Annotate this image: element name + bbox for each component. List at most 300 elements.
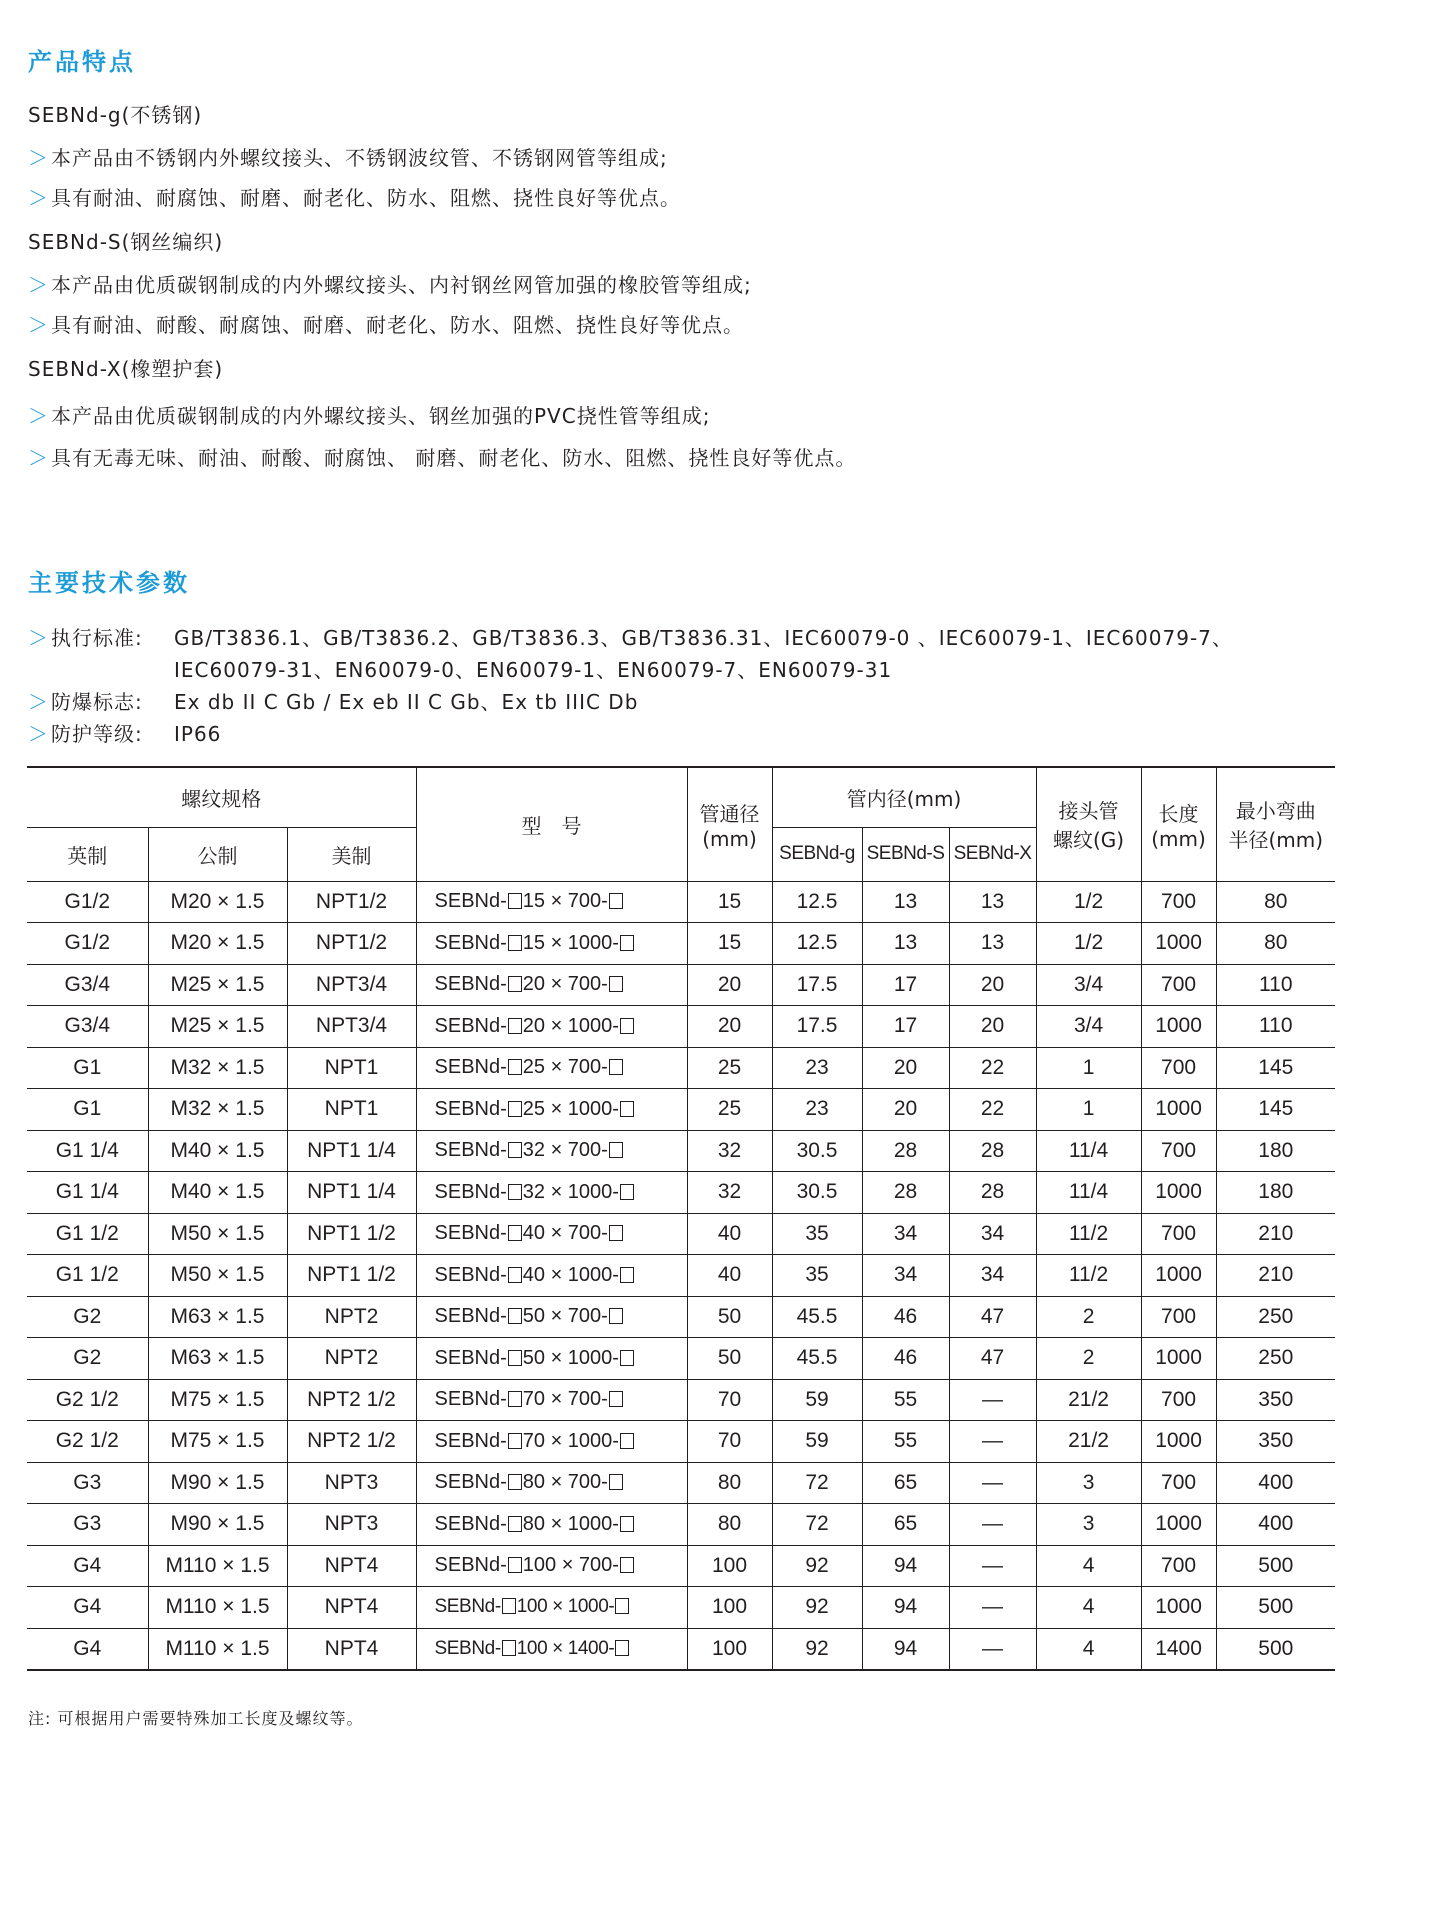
cell-id-g: 72 <box>772 1462 862 1504</box>
cell-bend: 400 <box>1216 1462 1335 1504</box>
cell-british: G1/2 <box>27 923 148 965</box>
cell-length: 1000 <box>1141 1172 1216 1214</box>
header-length <box>1141 767 1216 881</box>
header-american: 美制 <box>287 827 416 881</box>
cell-model <box>416 1296 687 1338</box>
arrow-icon: ＞ <box>28 722 49 746</box>
model-size: 15 × 700- <box>522 890 608 913</box>
cell-metric: M110 × 1.5 <box>148 1545 287 1587</box>
arrow-icon: ＞ <box>28 273 49 297</box>
table-row <box>27 1338 1335 1380</box>
cell-id-g: 45.5 <box>772 1338 862 1380</box>
placeholder-box-icon <box>508 935 522 951</box>
model-size: 80 × 700- <box>522 1471 608 1494</box>
cell-length: 1000 <box>1141 923 1216 965</box>
cell-id-g: 12.5 <box>772 881 862 923</box>
placeholder-box-icon <box>620 1018 634 1034</box>
cell-joint: 4 <box>1036 1587 1141 1629</box>
cell-model <box>416 1338 687 1380</box>
cell-joint: 11/2 <box>1036 1213 1141 1255</box>
cell-british: G1/2 <box>27 881 148 923</box>
cell-length: 1000 <box>1141 1587 1216 1629</box>
cell-joint: 11/4 <box>1036 1130 1141 1172</box>
cell-joint: 11/2 <box>1036 1255 1141 1297</box>
model-size: 40 × 700- <box>522 1222 608 1245</box>
group-name-g: SEBNd-g(不锈钢) <box>28 103 203 127</box>
cell-metric: M20 × 1.5 <box>148 923 287 965</box>
model-prefix: SEBNd- <box>434 1056 507 1079</box>
model-size: 15 × 1000- <box>522 931 619 954</box>
cell-id-x: — <box>949 1545 1036 1587</box>
cell-british: G2 <box>27 1296 148 1338</box>
cell-british: G2 1/2 <box>27 1379 148 1421</box>
placeholder-box-icon <box>620 1184 634 1200</box>
cell-metric: M50 × 1.5 <box>148 1213 287 1255</box>
cell-length: 1000 <box>1141 1089 1216 1131</box>
header-id-s: SEBNd-S <box>862 827 949 881</box>
cell-length: 700 <box>1141 1379 1216 1421</box>
table-row <box>27 1628 1335 1670</box>
cell-bore: 20 <box>687 1006 772 1048</box>
cell-id-s: 13 <box>862 923 949 965</box>
cell-metric: M110 × 1.5 <box>148 1587 287 1629</box>
feature-item: ＞ 本产品由不锈钢内外螺纹接头、不锈钢波纹管、不锈钢网管等组成; <box>28 146 668 170</box>
cell-bore: 70 <box>687 1421 772 1463</box>
spec-table-body <box>27 881 1335 1670</box>
footnote: 注: 可根据用户需要特殊加工长度及螺纹等。 <box>28 1709 364 1728</box>
cell-joint: 21/2 <box>1036 1379 1141 1421</box>
standards-value: GB/T3836.1、GB/T3836.2、GB/T3836.3、GB/T3836.31、IEC60079-0 、IEC60079-1、IEC60079-7、 <box>174 626 1233 650</box>
model-prefix: SEBNd- <box>434 1596 501 1618</box>
model-size: 50 × 700- <box>522 1305 608 1328</box>
placeholder-box-icon <box>508 1557 522 1573</box>
cell-metric: M32 × 1.5 <box>148 1047 287 1089</box>
cell-metric: M50 × 1.5 <box>148 1255 287 1297</box>
table-row <box>27 1462 1335 1504</box>
placeholder-box-icon <box>508 1474 522 1490</box>
cell-bend: 80 <box>1216 923 1335 965</box>
cell-british: G2 <box>27 1338 148 1380</box>
placeholder-box-icon <box>609 1474 623 1490</box>
model-prefix: SEBNd- <box>434 1263 507 1286</box>
placeholder-box-icon <box>609 1225 623 1241</box>
cell-joint: 21/2 <box>1036 1421 1141 1463</box>
cell-id-x: 28 <box>949 1172 1036 1214</box>
cell-id-s: 94 <box>862 1587 949 1629</box>
cell-metric: M40 × 1.5 <box>148 1130 287 1172</box>
cell-british: G3/4 <box>27 964 148 1006</box>
cell-id-s: 17 <box>862 964 949 1006</box>
cell-model <box>416 1504 687 1546</box>
cell-bore: 25 <box>687 1089 772 1131</box>
cell-joint: 2 <box>1036 1338 1141 1380</box>
model-prefix: SEBNd- <box>434 1346 507 1369</box>
cell-id-x: — <box>949 1504 1036 1546</box>
header-bend-radius <box>1216 767 1335 881</box>
model-size: 100 × 700- <box>522 1554 619 1577</box>
cell-american: NPT3/4 <box>287 964 416 1006</box>
model-size: 100 × 1400- <box>516 1637 615 1659</box>
header-id-g: SEBNd-g <box>772 827 862 881</box>
model-size: 25 × 1000- <box>522 1097 619 1120</box>
cell-joint: 3/4 <box>1036 964 1141 1006</box>
cell-id-x: 34 <box>949 1255 1036 1297</box>
cell-id-g: 92 <box>772 1628 862 1670</box>
cell-id-g: 59 <box>772 1379 862 1421</box>
cell-id-s: 28 <box>862 1172 949 1214</box>
cell-id-g: 23 <box>772 1089 862 1131</box>
placeholder-box-icon <box>620 1433 634 1449</box>
cell-bend: 110 <box>1216 1006 1335 1048</box>
model-size: 25 × 700- <box>522 1056 608 1079</box>
placeholder-box-icon <box>502 1598 516 1614</box>
cell-bore: 15 <box>687 881 772 923</box>
cell-american: NPT3 <box>287 1504 416 1546</box>
placeholder-box-icon <box>609 1391 623 1407</box>
header-length-l1: 长度 <box>1158 801 1199 826</box>
cell-american: NPT1/2 <box>287 881 416 923</box>
cell-model <box>416 1172 687 1214</box>
feature-item: ＞ 本产品由优质碳钢制成的内外螺纹接头、钢丝加强的PVC挠性管等组成; <box>28 404 711 428</box>
cell-joint: 3 <box>1036 1504 1141 1546</box>
model-prefix: SEBNd- <box>434 1305 507 1328</box>
header-british: 英制 <box>27 827 148 881</box>
arrow-icon: ＞ <box>28 146 49 170</box>
placeholder-box-icon <box>620 1516 634 1532</box>
cell-id-s: 28 <box>862 1130 949 1172</box>
cell-american: NPT2 1/2 <box>287 1421 416 1463</box>
cell-american: NPT2 1/2 <box>287 1379 416 1421</box>
placeholder-box-icon <box>620 1350 634 1366</box>
model-size: 20 × 700- <box>522 973 608 996</box>
model-size: 50 × 1000- <box>522 1346 619 1369</box>
cell-id-g: 30.5 <box>772 1172 862 1214</box>
cell-id-s: 94 <box>862 1628 949 1670</box>
cell-model <box>416 1628 687 1670</box>
cell-id-x: — <box>949 1421 1036 1463</box>
cell-id-x: 34 <box>949 1213 1036 1255</box>
cell-joint: 1 <box>1036 1089 1141 1131</box>
cell-bore: 25 <box>687 1047 772 1089</box>
cell-bore: 50 <box>687 1296 772 1338</box>
placeholder-box-icon <box>620 935 634 951</box>
table-row <box>27 1545 1335 1587</box>
cell-british: G4 <box>27 1587 148 1629</box>
placeholder-box-icon <box>508 1059 522 1075</box>
cell-metric: M110 × 1.5 <box>148 1628 287 1670</box>
arrow-icon: ＞ <box>28 690 49 714</box>
model-size: 70 × 1000- <box>522 1429 619 1452</box>
cell-id-g: 12.5 <box>772 923 862 965</box>
placeholder-box-icon <box>508 1018 522 1034</box>
cell-bore: 100 <box>687 1628 772 1670</box>
cell-british: G1 1/4 <box>27 1130 148 1172</box>
cell-bore: 40 <box>687 1213 772 1255</box>
exmark-value: Ex db II C Gb / Ex eb II C Gb、Ex tb IIIC Db <box>174 690 639 714</box>
header-id-x: SEBNd-X <box>949 827 1036 881</box>
cell-id-g: 17.5 <box>772 1006 862 1048</box>
table-row <box>27 881 1335 923</box>
spec-table <box>27 766 1335 1671</box>
model-size: 32 × 700- <box>522 1139 608 1162</box>
cell-id-x: 47 <box>949 1296 1036 1338</box>
header-pipe-bore-l1: 管通径 <box>699 801 760 826</box>
cell-bore: 15 <box>687 923 772 965</box>
table-row <box>27 1172 1335 1214</box>
cell-metric: M25 × 1.5 <box>148 964 287 1006</box>
cell-id-x: — <box>949 1587 1036 1629</box>
cell-id-s: 94 <box>862 1545 949 1587</box>
cell-length: 1000 <box>1141 1006 1216 1048</box>
placeholder-box-icon <box>502 1640 516 1656</box>
cell-id-s: 20 <box>862 1047 949 1089</box>
cell-bend: 210 <box>1216 1255 1335 1297</box>
cell-bore: 70 <box>687 1379 772 1421</box>
cell-joint: 1/2 <box>1036 923 1141 965</box>
cell-id-g: 35 <box>772 1213 862 1255</box>
cell-length: 700 <box>1141 1047 1216 1089</box>
placeholder-box-icon <box>508 1308 522 1324</box>
cell-length: 1000 <box>1141 1504 1216 1546</box>
cell-model <box>416 1089 687 1131</box>
placeholder-box-icon <box>508 1433 522 1449</box>
table-row <box>27 1421 1335 1463</box>
header-metric: 公制 <box>148 827 287 881</box>
cell-id-x: 20 <box>949 1006 1036 1048</box>
cell-id-g: 17.5 <box>772 964 862 1006</box>
model-prefix: SEBNd- <box>434 1097 507 1120</box>
placeholder-box-icon <box>620 1557 634 1573</box>
cell-british: G3 <box>27 1462 148 1504</box>
cell-model <box>416 1255 687 1297</box>
placeholder-box-icon <box>609 976 623 992</box>
cell-american: NPT1 1/2 <box>287 1255 416 1297</box>
header-pipe-bore-l2: (mm) <box>702 826 757 851</box>
table-row <box>27 1296 1335 1338</box>
cell-id-x: 20 <box>949 964 1036 1006</box>
placeholder-box-icon <box>508 1267 522 1283</box>
cell-british: G1 <box>27 1047 148 1089</box>
placeholder-box-icon <box>609 1142 623 1158</box>
arrow-icon: ＞ <box>28 626 49 650</box>
model-size: 32 × 1000- <box>522 1180 619 1203</box>
cell-model <box>416 881 687 923</box>
cell-model <box>416 1130 687 1172</box>
header-length-l2: (mm) <box>1151 826 1206 851</box>
header-joint-l2: 螺纹(G) <box>1052 828 1125 853</box>
model-prefix: SEBNd- <box>434 1180 507 1203</box>
cell-joint: 1 <box>1036 1047 1141 1089</box>
header-bend-l2: 半径(mm) <box>1228 828 1324 853</box>
cell-length: 700 <box>1141 1130 1216 1172</box>
standards-label: ＞ 执行标准: <box>28 626 143 650</box>
cell-bend: 250 <box>1216 1296 1335 1338</box>
cell-metric: M32 × 1.5 <box>148 1089 287 1131</box>
cell-model <box>416 923 687 965</box>
model-size: 70 × 700- <box>522 1388 608 1411</box>
placeholder-box-icon <box>508 976 522 992</box>
cell-british: G1 <box>27 1089 148 1131</box>
cell-bore: 80 <box>687 1462 772 1504</box>
model-prefix: SEBNd- <box>434 1014 507 1037</box>
table-row <box>27 1587 1335 1629</box>
cell-british: G3/4 <box>27 1006 148 1048</box>
table-row <box>27 1089 1335 1131</box>
cell-model <box>416 964 687 1006</box>
cell-model <box>416 1421 687 1463</box>
feature-item: ＞ 具有无毒无味、耐油、耐酸、耐腐蚀、 耐磨、耐老化、防水、阻燃、挠性良好等优点。 <box>28 446 857 470</box>
cell-bend: 500 <box>1216 1587 1335 1629</box>
header-pipe-bore <box>687 767 772 881</box>
cell-american: NPT2 <box>287 1296 416 1338</box>
table-row <box>27 923 1335 965</box>
table-row <box>27 964 1335 1006</box>
cell-american: NPT4 <box>287 1545 416 1587</box>
feature-item: ＞ 本产品由优质碳钢制成的内外螺纹接头、内衬钢丝网管加强的橡胶管等组成; <box>28 273 752 297</box>
cell-bore: 80 <box>687 1504 772 1546</box>
group-name-s: SEBNd-S(钢丝编织) <box>28 230 224 254</box>
model-size: 40 × 1000- <box>522 1263 619 1286</box>
model-size: 20 × 1000- <box>522 1014 619 1037</box>
model-prefix: SEBNd- <box>434 1139 507 1162</box>
cell-model <box>416 1462 687 1504</box>
placeholder-box-icon <box>508 1184 522 1200</box>
model-prefix: SEBNd- <box>434 931 507 954</box>
cell-british: G1 1/4 <box>27 1172 148 1214</box>
cell-american: NPT3 <box>287 1462 416 1504</box>
header-joint-thread <box>1036 767 1141 881</box>
cell-id-x: 22 <box>949 1047 1036 1089</box>
header-bend-l1: 最小弯曲 <box>1235 799 1316 824</box>
placeholder-box-icon <box>620 1101 634 1117</box>
cell-id-g: 30.5 <box>772 1130 862 1172</box>
model-prefix: SEBNd- <box>434 973 507 996</box>
cell-length: 700 <box>1141 1296 1216 1338</box>
cell-joint: 2 <box>1036 1296 1141 1338</box>
cell-joint: 11/4 <box>1036 1172 1141 1214</box>
cell-id-s: 34 <box>862 1213 949 1255</box>
cell-metric: M20 × 1.5 <box>148 881 287 923</box>
placeholder-box-icon <box>508 1101 522 1117</box>
cell-id-s: 46 <box>862 1338 949 1380</box>
cell-american: NPT1 1/4 <box>287 1130 416 1172</box>
cell-length: 700 <box>1141 881 1216 923</box>
model-size: 80 × 1000- <box>522 1512 619 1535</box>
cell-bend: 500 <box>1216 1628 1335 1670</box>
cell-british: G2 1/2 <box>27 1421 148 1463</box>
feature-item: ＞ 具有耐油、耐腐蚀、耐磨、耐老化、防水、阻燃、挠性良好等优点。 <box>28 186 681 210</box>
cell-bend: 80 <box>1216 881 1335 923</box>
cell-bore: 100 <box>687 1587 772 1629</box>
cell-id-s: 34 <box>862 1255 949 1297</box>
model-prefix: SEBNd- <box>434 1512 507 1535</box>
model-prefix: SEBNd- <box>434 1429 507 1452</box>
cell-bend: 350 <box>1216 1421 1335 1463</box>
cell-joint: 3/4 <box>1036 1006 1141 1048</box>
cell-british: G1 1/2 <box>27 1255 148 1297</box>
header-model: 型 号 <box>416 767 687 881</box>
cell-id-x: — <box>949 1628 1036 1670</box>
cell-american: NPT1 <box>287 1047 416 1089</box>
table-row <box>27 1047 1335 1089</box>
cell-model <box>416 1379 687 1421</box>
placeholder-box-icon <box>508 1142 522 1158</box>
cell-model <box>416 1047 687 1089</box>
placeholder-box-icon <box>609 1059 623 1075</box>
placeholder-box-icon <box>615 1640 629 1656</box>
model-prefix: SEBNd- <box>434 1637 501 1659</box>
cell-model <box>416 1545 687 1587</box>
cell-id-x: 28 <box>949 1130 1036 1172</box>
cell-id-g: 92 <box>772 1545 862 1587</box>
cell-bend: 350 <box>1216 1379 1335 1421</box>
model-prefix: SEBNd- <box>434 890 507 913</box>
cell-bore: 32 <box>687 1130 772 1172</box>
cell-metric: M90 × 1.5 <box>148 1462 287 1504</box>
placeholder-box-icon <box>615 1598 629 1614</box>
cell-bore: 50 <box>687 1338 772 1380</box>
cell-metric: M75 × 1.5 <box>148 1379 287 1421</box>
arrow-icon: ＞ <box>28 404 49 428</box>
cell-id-s: 17 <box>862 1006 949 1048</box>
cell-metric: M75 × 1.5 <box>148 1421 287 1463</box>
model-prefix: SEBNd- <box>434 1554 507 1577</box>
feature-item: ＞ 具有耐油、耐酸、耐腐蚀、耐磨、耐老化、防水、阻燃、挠性良好等优点。 <box>28 313 744 337</box>
placeholder-box-icon <box>609 893 623 909</box>
header-inner-diameter: 管内径(mm) <box>772 767 1036 827</box>
cell-bore: 20 <box>687 964 772 1006</box>
table-row <box>27 1006 1335 1048</box>
placeholder-box-icon <box>508 1350 522 1366</box>
cell-metric: M40 × 1.5 <box>148 1172 287 1214</box>
cell-bend: 500 <box>1216 1545 1335 1587</box>
cell-american: NPT1 1/2 <box>287 1213 416 1255</box>
cell-length: 1000 <box>1141 1338 1216 1380</box>
table-row <box>27 1504 1335 1546</box>
placeholder-box-icon <box>609 1308 623 1324</box>
exmark-row <box>28 686 638 715</box>
cell-id-g: 59 <box>772 1421 862 1463</box>
cell-bend: 145 <box>1216 1089 1335 1131</box>
cell-id-s: 55 <box>862 1421 949 1463</box>
cell-metric: M25 × 1.5 <box>148 1006 287 1048</box>
cell-id-g: 45.5 <box>772 1296 862 1338</box>
cell-id-x: 13 <box>949 881 1036 923</box>
cell-american: NPT4 <box>287 1628 416 1670</box>
cell-length: 700 <box>1141 1462 1216 1504</box>
cell-american: NPT1/2 <box>287 923 416 965</box>
cell-american: NPT3/4 <box>287 1006 416 1048</box>
cell-joint: 1/2 <box>1036 881 1141 923</box>
cell-metric: M90 × 1.5 <box>148 1504 287 1546</box>
table-row <box>27 1213 1335 1255</box>
cell-model <box>416 1213 687 1255</box>
table-row <box>27 1130 1335 1172</box>
cell-length: 1400 <box>1141 1628 1216 1670</box>
cell-id-s: 65 <box>862 1462 949 1504</box>
placeholder-box-icon <box>508 893 522 909</box>
placeholder-box-icon <box>508 1225 522 1241</box>
cell-joint: 3 <box>1036 1462 1141 1504</box>
cell-joint: 4 <box>1036 1545 1141 1587</box>
header-joint-l1: 接头管 <box>1058 799 1119 824</box>
standards-value-2: IEC60079-31、EN60079-0、EN60079-1、EN60079-7、EN60079-31 <box>174 658 893 682</box>
cell-bend: 400 <box>1216 1504 1335 1546</box>
cell-american: NPT1 <box>287 1089 416 1131</box>
cell-id-x: 13 <box>949 923 1036 965</box>
cell-id-x: — <box>949 1462 1036 1504</box>
cell-bore: 40 <box>687 1255 772 1297</box>
